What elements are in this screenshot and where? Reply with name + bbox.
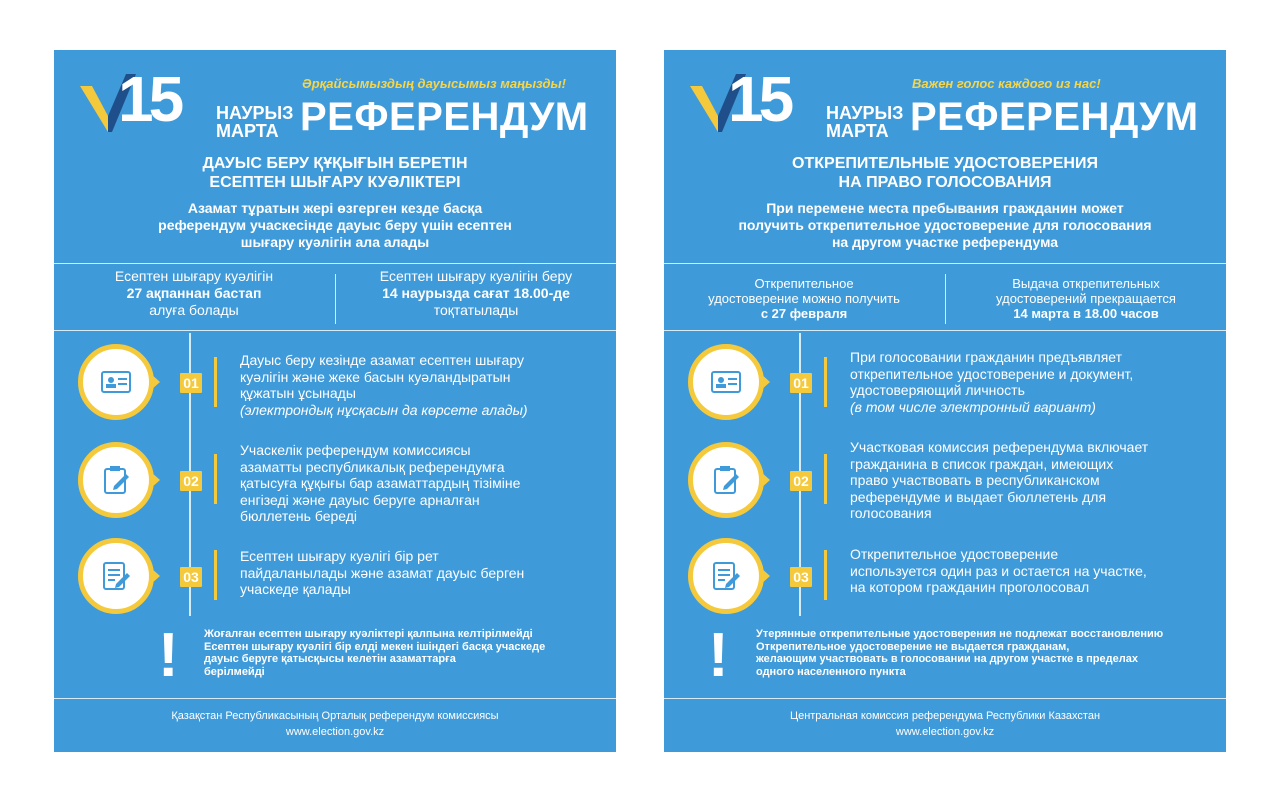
step-1-icon-circle <box>688 344 764 420</box>
step-2-number: 02 <box>790 471 812 491</box>
step-pointer <box>760 373 770 391</box>
step-pointer <box>760 567 770 585</box>
footer-organization: Центральная комиссия референдума Республики Казахстан <box>789 710 1101 722</box>
date-month: НАУРЫЗ МАРТА <box>826 103 904 141</box>
step-pointer <box>150 567 160 585</box>
step-1-icon-circle <box>78 344 154 420</box>
clipboard-pen-icon <box>710 464 742 496</box>
step-2-text: Учаскелік референдум комиссиясы азаматты республикалық референдумға қатысуға құқығы бар азаматтардың тізіміне енгізеді және дауыс беруге арналған бюллетень береді <box>240 442 521 524</box>
step-3-number: 03 <box>180 567 202 587</box>
id-card-icon <box>710 366 742 398</box>
step-3-number: 03 <box>790 567 812 587</box>
step-2-icon-circle <box>688 442 764 518</box>
step-pointer <box>760 471 770 489</box>
slogan: Важен голос каждого из нас! <box>912 76 1101 91</box>
info-issue-start: Открепительное удостоверение можно получить с 27 февраля <box>708 276 900 321</box>
step-2-number: 02 <box>180 471 202 491</box>
step-1-text: При голосовании гражданин предъявляет открепительное удостоверение и документ, удостоверяющий личность (в том числе электронный вариант) <box>850 349 1134 415</box>
exclamation-icon: ! <box>708 621 729 690</box>
step-accent-bar <box>214 357 217 407</box>
referendum-logo <box>688 63 904 141</box>
footer <box>54 700 616 752</box>
step-1-text: Дауыс беру кезінде азамат есептен шығару куәлігін және жеке басын куәландыратын құжатын ұсынады (электрондық нұсқасын да көрсете алады) <box>240 352 528 418</box>
date-number: 15 <box>118 63 180 135</box>
step-1-number: 01 <box>790 373 812 393</box>
date-month: НАУРЫЗ МАРТА <box>216 103 294 141</box>
subtitle: Азамат тұратын жері өзгерген кезде басқа референдум учаскесінде дауыс беру үшін есептен шығару куәлігін ала алады <box>158 200 512 250</box>
slogan: Әрқайсымыздың дауысымыз маңызды! <box>302 76 566 91</box>
divider <box>54 698 616 699</box>
subtitle: При перемене места пребывания гражданин может получить открепительное удостоверение для голосования на другом участке референдума <box>738 200 1152 250</box>
info-issue-end: Есептен шығару куәлігін беру 14 наурызда сағат 18.00-де тоқтатылады <box>379 268 573 318</box>
divider <box>664 330 1226 331</box>
date-number: 15 <box>728 63 790 135</box>
referendum-heading: РЕФЕРЕНДУМ <box>300 95 589 139</box>
step-accent-bar <box>824 454 827 504</box>
page-title: ОТКРЕПИТЕЛЬНЫЕ УДОСТОВЕРЕНИЯ НА ПРАВО ГОЛОСОВАНИЯ <box>792 155 1098 191</box>
warning-note: Жоғалған есептен шығару куәліктері қалпына келтірілмейді Есептен шығару куәлігі бір елді мекен ішіндегі басқа учаскеде дауыс беруге қатысқысы келетін азаматтарға берілмейді <box>204 628 546 678</box>
step-accent-bar <box>824 550 827 600</box>
footer-url: www.election.gov.kz <box>285 726 385 738</box>
referendum-heading: РЕФЕРЕНДУМ <box>910 95 1199 139</box>
step-accent-bar <box>824 357 827 407</box>
step-pointer <box>150 471 160 489</box>
footer <box>664 700 1226 752</box>
step-pointer <box>150 373 160 391</box>
step-2-icon-circle <box>78 442 154 518</box>
divider <box>54 263 616 264</box>
divider <box>664 698 1226 699</box>
step-accent-bar <box>214 550 217 600</box>
poster-russian <box>664 50 1226 752</box>
step-accent-bar <box>214 454 217 504</box>
footer-url: www.election.gov.kz <box>895 726 995 738</box>
step-2-text: Участковая комиссия референдума включает гражданина в список граждан, имеющих право участвовать в республиканском референдуме и выдает бюллетень для голосования <box>850 439 1149 521</box>
info-issue-end: Выдача открепительных удостоверений прекращается 14 марта в 18.00 часов <box>996 276 1176 321</box>
step-1-number: 01 <box>180 373 202 393</box>
footer-organization: Қазақстан Республикасының Орталық референдум комиссиясы <box>171 710 499 722</box>
step-3-text: Есептен шығару куәлігі бір рет пайдаланылады және азамат дауыс берген учаскеде қалады <box>240 548 525 597</box>
clipboard-pen-icon <box>100 464 132 496</box>
document-pen-icon <box>100 560 132 592</box>
step-3-text: Открепительное удостоверение используется один раз и остается на участке, на котором гражданин проголосовал <box>850 546 1147 595</box>
warning-note: Утерянные открепительные удостоверения не подлежат восстановлению Открепительное удостоверение не выдается гражданам, желающим участвовать в голосовании на другом участке в пределах одного населенного пункта <box>756 628 1164 678</box>
document-pen-icon <box>710 560 742 592</box>
step-3-icon-circle <box>688 538 764 614</box>
step-3-icon-circle <box>78 538 154 614</box>
info-issue-start: Есептен шығару куәлігін 27 ақпаннан бастап алуға болады <box>114 268 274 318</box>
referendum-logo <box>78 63 294 141</box>
poster-kazakh <box>54 50 616 752</box>
id-card-icon <box>100 366 132 398</box>
divider <box>54 330 616 331</box>
exclamation-icon: ! <box>158 621 179 690</box>
divider <box>664 263 1226 264</box>
page-title: ДАУЫС БЕРУ ҚҰҚЫҒЫН БЕРЕТІН ЕСЕПТЕН ШЫҒАРУ КУӘЛІКТЕРІ <box>202 155 468 191</box>
